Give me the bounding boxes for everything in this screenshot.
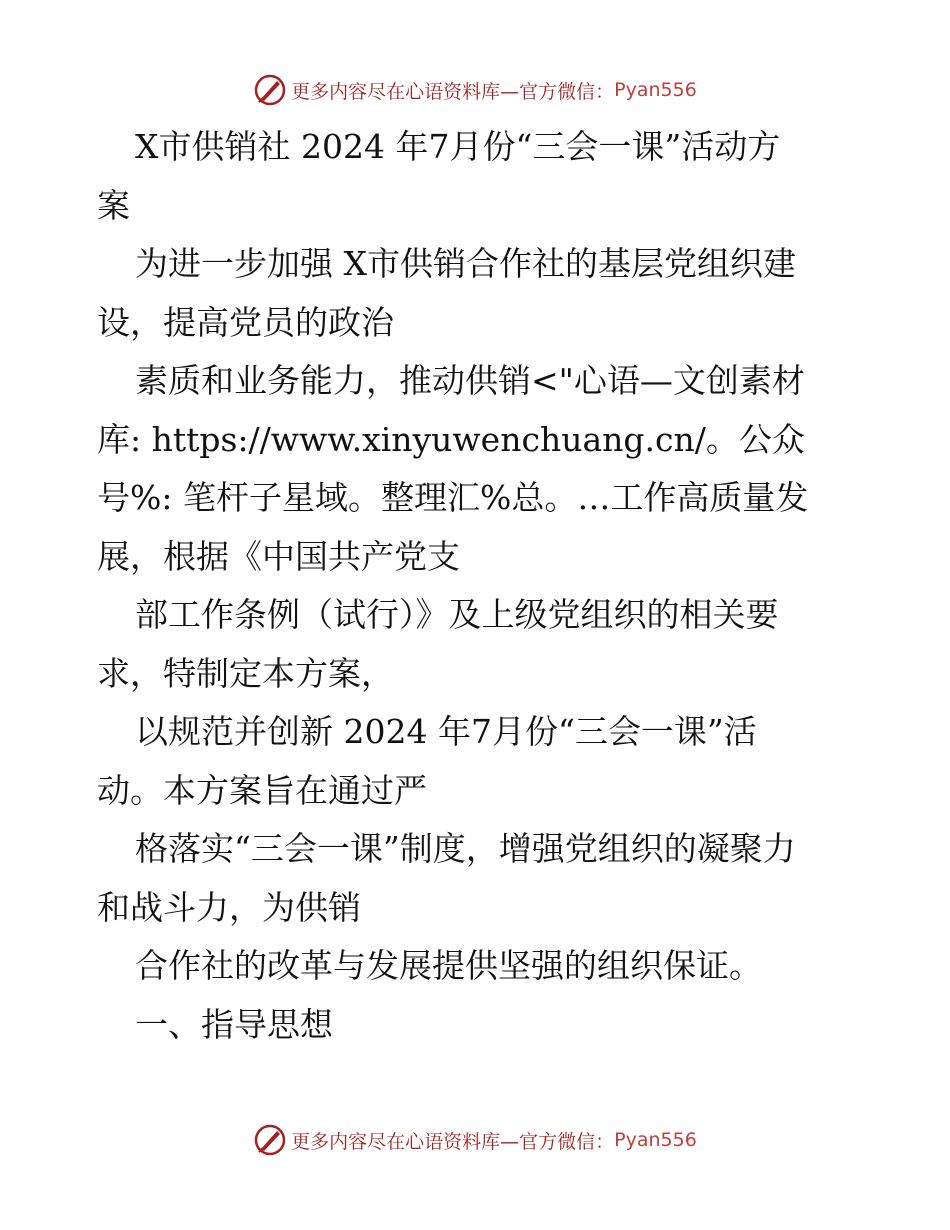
watermark-header: [0, 70, 950, 110]
watermark-text: 更多内容尽在心语资料库—官方微信：: [291, 80, 615, 103]
document-line: 号%: 笔杆子星域。整理汇%总。…工作高质量发: [97, 478, 809, 517]
document-line: 动。本方案旨在通过严: [97, 770, 427, 810]
watermark-wechat-id: Pyan556: [614, 1129, 697, 1151]
document-line: 展，根据《中国共产党支: [97, 536, 460, 576]
watermark-wechat-id: Pyan556: [614, 79, 697, 101]
quill-logo-icon: [253, 1123, 287, 1157]
document-line: 为进一步加强 X市供销合作社的基层党组织建: [135, 244, 796, 283]
document-line: 求，特制定本方案，: [97, 653, 394, 693]
document-line: 部工作条例（试行）》及上级党组织的相关要: [135, 595, 779, 634]
document-line: 以规范并创新 2024 年7月份“三会一课”活: [135, 712, 757, 751]
document-line: 案: [97, 185, 130, 225]
document-line: 合作社的改革与发展提供坚强的组织保证。: [135, 946, 762, 985]
document-line: 和战斗力，为供销: [97, 887, 361, 927]
document-line: 格落实“三会一课”制度，增强党组织的凝聚力: [135, 829, 796, 868]
document-line: 库: https://www.xinyuwenchuang.cn/。公众: [97, 419, 805, 459]
document-line: X市供销社 2024 年7月份“三会一课”活动方: [135, 127, 781, 166]
document-body: [97, 118, 857, 1054]
watermark-footer: [0, 1120, 950, 1160]
watermark-text: 更多内容尽在心语资料库—官方微信：: [291, 1130, 615, 1153]
document-line: 一、指导思想: [135, 1004, 333, 1044]
quill-logo-icon: [253, 73, 287, 107]
document-line: 素质和业务能力，推动供销<"心语—文创素材: [135, 361, 805, 400]
document-line: 设，提高党员的政治: [97, 302, 394, 342]
